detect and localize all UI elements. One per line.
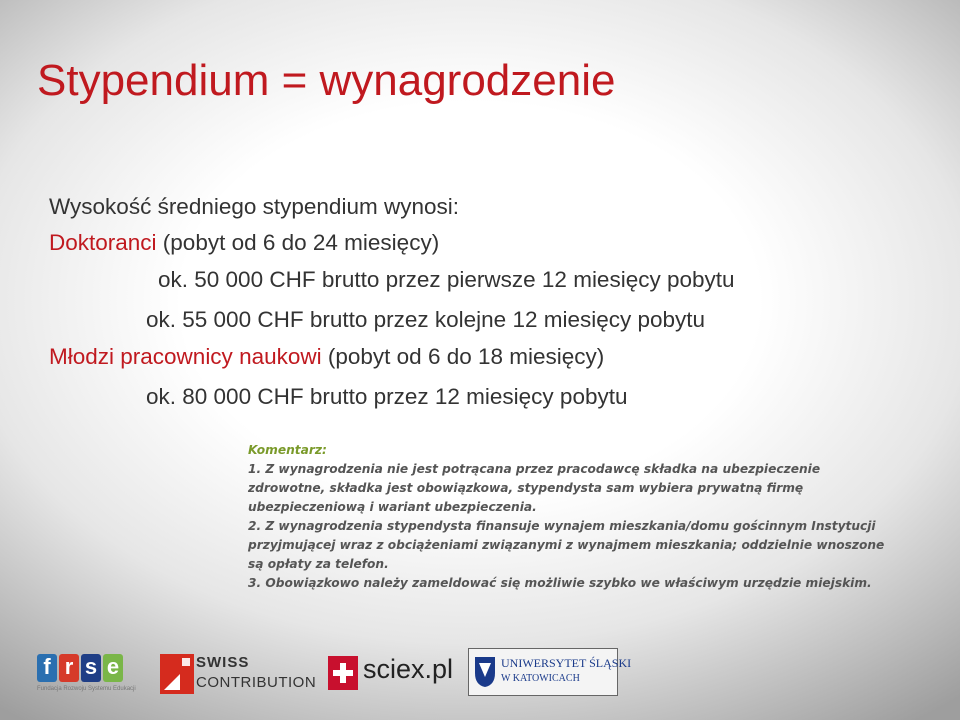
mlodzi-line xyxy=(49,343,604,371)
comment-p1-line2: zdrowotne, składka jest obowiązkowa, stypendysta sam wybiera prywatną firmę xyxy=(248,481,804,495)
comment-p1-line1: 1. Z wynagrodzenia nie jest potrącana przez pracodawcę składka na ubezpieczenie xyxy=(248,462,821,476)
sciex-text: sciex.pl xyxy=(363,654,454,684)
comment-p2-line1: 2. Z wynagrodzenia stypendysta finansuje wynajem mieszkania/domu gościnnym Instytucji xyxy=(248,519,876,533)
frse-letters xyxy=(37,654,127,682)
doktoranci-duration: (pobyt od 6 do 24 miesięcy) xyxy=(156,230,440,255)
intro-line: Wysokość średniego stypendium wynosi: xyxy=(49,194,459,219)
doktoranci-amount-2: ok. 55 000 CHF brutto przez kolejne 12 miesięcy pobytu xyxy=(146,307,706,332)
university-emblem-icon xyxy=(473,655,497,689)
swiss-text-2: CONTRIBUTION xyxy=(196,674,317,691)
comment-p2-line2: przyjmującej wraz z obciążeniami związanymi z wynajmem mieszkania; oddzielnie wnoszone xyxy=(248,538,885,552)
frse-subtitle: Fundacja Rozwoju Systemu Edukacji xyxy=(37,686,136,692)
sciex-logo xyxy=(328,654,454,696)
university-name: UNIWERSYTET ŚLĄSKI xyxy=(501,656,632,670)
swiss-flag-icon xyxy=(160,654,194,694)
comment-p2-line3: są opłaty za telefon. xyxy=(248,557,389,571)
mlodzi-duration: (pobyt od 6 do 18 miesięcy) xyxy=(321,344,605,369)
swiss-contribution-logo xyxy=(160,654,317,696)
doktoranci-label: Doktoranci xyxy=(49,230,157,255)
comment-block xyxy=(248,441,928,593)
mlodzi-amount: ok. 80 000 CHF brutto przez 12 miesięcy pobytu xyxy=(146,384,628,409)
frse-logo xyxy=(37,654,136,704)
mlodzi-label: Młodzi pracownicy naukowi xyxy=(49,344,322,369)
uniwersytet-slaski-logo xyxy=(468,648,632,696)
sciex-cross-icon xyxy=(328,656,358,690)
frse-letter-s: s xyxy=(81,654,101,682)
university-city: W KATOWICACH xyxy=(501,673,580,684)
slide-title: Stypendium = wynagrodzenie xyxy=(37,56,616,105)
comment-p3: 3. Obowiązkowo należy zameldować się możliwie szybko we właściwym urzędzie miejskim. xyxy=(248,576,872,590)
frse-letter-e: e xyxy=(103,654,123,682)
comment-label: Komentarz: xyxy=(248,443,327,457)
frse-letter-f: f xyxy=(37,654,57,682)
swiss-text-1: SWISS xyxy=(196,654,250,671)
doktoranci-amount-1: ok. 50 000 CHF brutto przez pierwsze 12 miesięcy pobytu xyxy=(158,267,735,292)
sponsor-logos xyxy=(0,640,960,720)
frse-letter-r: r xyxy=(59,654,79,682)
doktoranci-line xyxy=(49,229,439,257)
comment-p1-line3: ubezpieczeniową i wariant ubezpieczenia. xyxy=(248,500,537,514)
